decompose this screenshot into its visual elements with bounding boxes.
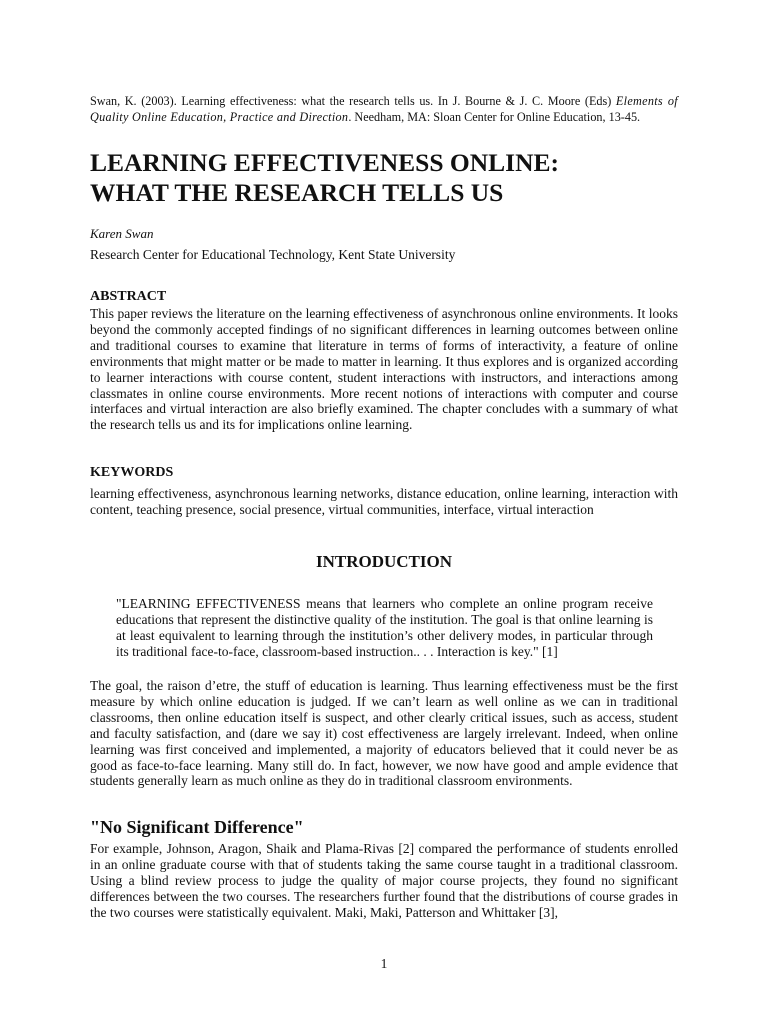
author-name: Karen Swan [90, 226, 154, 241]
keywords-text [90, 486, 678, 518]
quote-paragraph: "LEARNING EFFECTIVENESS means that learners who complete an online program receive educations that represent the distinctive quality of the institution. The goal is that online learning is at least equivalent to learning through the institution’s other delivery modes, in particular through its traditional face-to-face, classroom-based instruction.. . . Interaction is key." [1] [116, 596, 653, 659]
no-significant-difference-paragraph [90, 841, 678, 921]
introduction-paragraph [90, 678, 678, 789]
abstract-paragraph: This paper reviews the literature on the learning effectiveness of asynchronous online environments. It looks beyond the commonly accepted findings of no significant differences in learning outcomes between online and traditional courses to examine that literature in terms of forms of interactivity, a feature of online environments that might matter or be made to matter in learning. It thus explores and is organized according to learner interactions with course content, student interactions with instructors, and interactions among classmates in online course environments. More recent notions of interactions with computer and course interfaces and virtual interaction are also briefly examined. The chapter concludes with a summary of what the research tells us and its for implications online learning. [90, 306, 678, 433]
citation-text: Swan, K. (2003). Learning effectiveness: what the research tells us. In J. Bourne & J. C. Moore (Eds) [90, 94, 616, 108]
citation [90, 93, 678, 125]
page-number: 1 [380, 956, 388, 971]
paper-title-line-2: WHAT THE RESEARCH TELLS US [90, 178, 504, 207]
citation-book-title: Elements of Quality Online Education, Practice and Direction [90, 94, 678, 124]
citation-publisher: . Needham, MA: Sloan Center for Online Education, 13-45. [348, 110, 641, 124]
paper-title-line-1: LEARNING EFFECTIVENESS ONLINE: [90, 148, 560, 177]
paper-title [90, 148, 678, 208]
keywords-paragraph: learning effectiveness, asynchronous learning networks, distance education, online learning, interaction with content, teaching presence, social presence, virtual communities, interface, virtual interaction [90, 486, 678, 517]
introduction-heading: INTRODUCTION [315, 552, 453, 571]
abstract-text [90, 306, 678, 433]
introduction-quote [116, 596, 653, 660]
introduction-paragraph-text: The goal, the raison d’etre, the stuff of education is learning. Thus learning effectiveness must be the first measure by which online education is judged. If we can’t learn as well online as we can in traditional classrooms, then online education itself is suspect, and other clearly critical issues, such as access, student and faculty satisfaction, and (dare we say it) cost effectiveness are largely irrelevant. Indeed, when online learning was first conceived and implemented, a majority of educators believed that it could never be as good as face-to-face learning. Many still do. In fact, however, we now have good and ample evidence that students generally learn as much online as they do in traditional classroom environments. [90, 678, 678, 789]
no-significant-difference-heading: "No Significant Difference" [90, 817, 304, 837]
author-affiliation: Research Center for Educational Technology, Kent State University [90, 247, 456, 262]
no-significant-difference-paragraph-text: For example, Johnson, Aragon, Shaik and Plama-Rivas [2] compared the performance of students enrolled in an online graduate course with that of students taking the same course taught in a traditional classroom. Using a blind review process to judge the quality of major course projects, they found no significant differences between the two courses. The researchers further found that the distributions of course grades in the two courses were statistically equivalent. Maki, Maki, Patterson and Whittaker [3], [90, 841, 678, 920]
keywords-heading: KEYWORDS [90, 465, 174, 480]
abstract-heading: ABSTRACT [90, 289, 167, 304]
